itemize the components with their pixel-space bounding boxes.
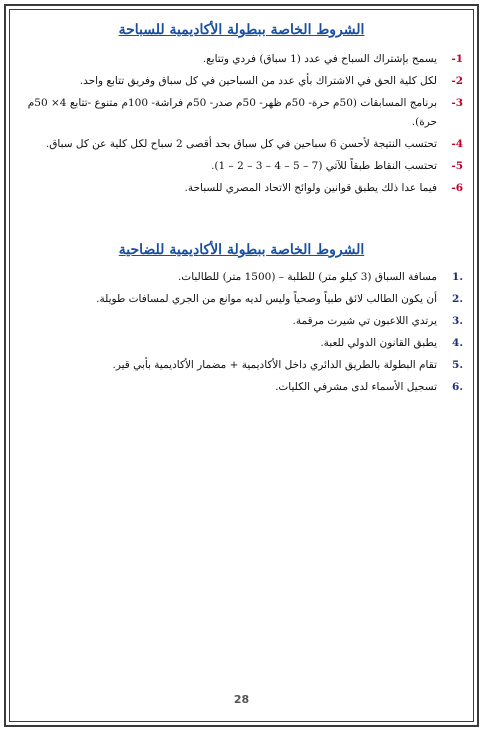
list-item xyxy=(20,157,463,176)
list-item xyxy=(20,268,463,287)
list-item xyxy=(20,356,463,375)
page-number: 28 xyxy=(233,693,250,706)
item-number: .2 xyxy=(452,293,463,305)
cross-country-conditions-list xyxy=(14,268,469,397)
item-number: .3 xyxy=(452,315,463,327)
list-item xyxy=(20,135,463,154)
item-text: فيما عدا ذلك يطبق قوانين ولوائح الاتحاد المصري للسباحة. xyxy=(184,182,437,194)
item-text: تحتسب النتيجة لأحسن 6 سباحين في كل سباق بحد أقصى 2 سباح لكل كلية عن كل سباق. xyxy=(45,138,437,150)
item-text: يطبق القانون الدولي للعبة. xyxy=(320,337,437,349)
item-number: .1 xyxy=(452,271,463,283)
list-item xyxy=(20,290,463,309)
document-page xyxy=(14,14,469,714)
cross-country-section-title: الشروط الخاصة ببطولة الأكاديمية للضاحية xyxy=(118,242,365,258)
item-number: .5 xyxy=(452,359,463,371)
item-text: تسجيل الأسماء لدى مشرفي الكليات. xyxy=(275,381,437,393)
item-number: .6 xyxy=(452,381,463,393)
item-number: 2- xyxy=(451,75,463,87)
item-number: 5- xyxy=(451,160,463,172)
list-item xyxy=(20,334,463,353)
item-text: يرتدي اللاعبون تي شيرت مرقمة. xyxy=(292,315,437,327)
list-item xyxy=(20,312,463,331)
item-number: .4 xyxy=(452,337,463,349)
item-text: أن يكون الطالب لائق طبياً وصحياً وليس لديه موانع من الجري لمسافات طويلة. xyxy=(96,293,437,305)
item-number: 6- xyxy=(451,182,463,194)
swimming-section-title: الشروط الخاصة ببطولة الأكاديمية للسباحة xyxy=(118,22,365,38)
item-text: يسمح بإشتراك السباح في عدد (1 سباق) فردي وتتابع. xyxy=(202,53,437,65)
list-item xyxy=(20,72,463,91)
item-text: مسافة السباق (3 كيلو متر) للطلبة – (1500 متر) للطالبات. xyxy=(177,271,437,283)
swimming-conditions-section xyxy=(14,20,469,201)
item-number: 4- xyxy=(451,138,463,150)
item-number: 1- xyxy=(451,53,463,65)
item-text: تحتسب النقاط طبقاً للآتي (7 – 5 – 4 – 3 – 2 – 1). xyxy=(211,160,437,172)
list-item xyxy=(20,50,463,69)
list-item xyxy=(20,179,463,198)
list-item xyxy=(20,94,463,132)
cross-country-conditions-section xyxy=(14,240,469,400)
swimming-conditions-list xyxy=(14,50,469,198)
list-item xyxy=(20,378,463,397)
item-text: تقام البطولة بالطريق الدائري داخل الأكاديمية + مضمار الأكاديمية بأبي قير. xyxy=(112,359,437,371)
item-text: لكل كلية الحق في الاشتراك بأي عدد من السباحين في كل سباق وفريق تتابع واحد. xyxy=(79,75,437,87)
item-text: برنامج المسابقات (50م حرة- 50م ظهر- 50م صدر- 50م فراشة- 100م متنوع -تتابع 4× 50م حرة). xyxy=(27,97,437,128)
item-number: 3- xyxy=(451,97,463,109)
